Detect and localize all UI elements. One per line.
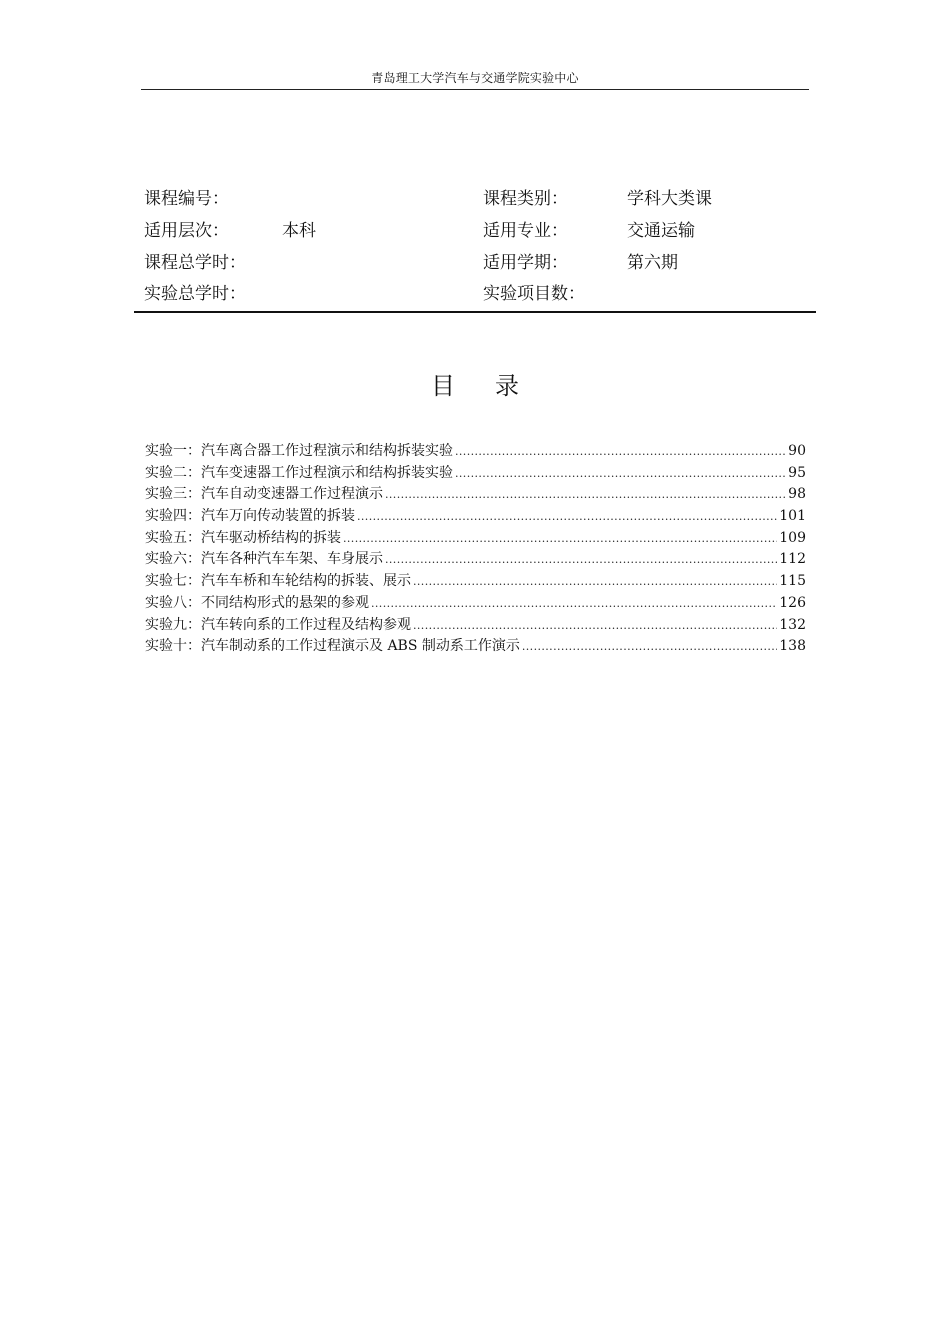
toc-entry-text: 实验八：不同结构形式的悬架的参观 xyxy=(145,594,369,611)
toc-entry-text: 实验九：汽车转向系的工作过程及结构参观 xyxy=(145,616,411,633)
toc-entry-page: 138 xyxy=(779,638,806,655)
header-title: 青岛理工大学汽车与交通学院实验中心 xyxy=(371,71,579,85)
toc-entry-page: 95 xyxy=(788,464,806,481)
semester-label: 适用学期： xyxy=(483,253,568,273)
toc-entry-page: 126 xyxy=(779,594,806,611)
toc-title: 目录 xyxy=(431,372,559,400)
course-info-row xyxy=(134,279,816,309)
toc-entry[interactable] xyxy=(145,441,806,463)
toc-entry[interactable] xyxy=(145,636,806,658)
toc-entry-page: 109 xyxy=(779,529,806,546)
course-number-label: 课程编号： xyxy=(144,189,229,209)
level-label: 适用层次： xyxy=(144,221,229,241)
lab-count-label: 实验项目数： xyxy=(483,284,585,304)
toc-entry-page: 98 xyxy=(788,486,806,503)
level-value: 本科 xyxy=(282,221,316,241)
toc-dot-leader xyxy=(357,506,777,528)
toc-entry[interactable] xyxy=(145,463,806,485)
major-label: 适用专业： xyxy=(483,221,568,241)
toc-entry[interactable] xyxy=(145,549,806,571)
toc-dot-leader xyxy=(413,615,777,637)
toc-entry-text: 实验六：汽车各种汽车车架、车身展示 xyxy=(145,551,383,568)
toc-entry[interactable] xyxy=(145,484,806,506)
toc-dot-leader xyxy=(385,549,777,571)
toc-entry-text: 实验七：汽车车桥和车轮结构的拆装、展示 xyxy=(145,573,411,590)
toc-dot-leader xyxy=(455,441,786,463)
semester-value: 第六期 xyxy=(627,253,678,273)
major-value: 交通运输 xyxy=(627,221,695,241)
toc-entry[interactable] xyxy=(145,528,806,550)
toc-entry-text: 实验四：汽车万向传动装置的拆装 xyxy=(145,508,355,525)
toc-entry-page: 112 xyxy=(779,551,806,568)
course-info-row xyxy=(134,248,816,278)
toc-entry-text: 实验一：汽车离合器工作过程演示和结构拆装实验 xyxy=(145,443,453,459)
lab-hours-label: 实验总学时： xyxy=(144,284,246,304)
toc-dot-leader xyxy=(371,593,777,615)
toc-entry-text: 实验五：汽车驱动桥结构的拆装 xyxy=(145,529,341,546)
toc-dot-leader xyxy=(455,463,786,485)
toc-entry-text: 实验十：汽车制动系的工作过程演示及 ABS 制动系工作演示 xyxy=(145,638,520,655)
toc-entry-page: 115 xyxy=(779,573,806,590)
toc-entry[interactable] xyxy=(145,571,806,593)
toc-entry-page: 101 xyxy=(779,508,806,525)
toc-entry[interactable] xyxy=(145,593,806,615)
course-info-row xyxy=(134,184,816,214)
toc-dot-leader xyxy=(385,484,786,506)
toc-entry-page: 90 xyxy=(788,443,806,459)
toc-dot-leader xyxy=(522,636,777,658)
page-header xyxy=(141,68,809,90)
toc-entry-text: 实验三：汽车自动变速器工作过程演示 xyxy=(145,486,383,503)
toc-entry-page: 132 xyxy=(779,616,806,633)
toc-entry-text: 实验二：汽车变速器工作过程演示和结构拆装实验 xyxy=(145,464,453,481)
toc-entry[interactable] xyxy=(145,506,806,528)
toc-dot-leader xyxy=(343,528,777,550)
table-of-contents xyxy=(145,441,806,658)
toc-dot-leader xyxy=(413,571,777,593)
toc-entry[interactable] xyxy=(145,615,806,637)
course-category-value: 学科大类课 xyxy=(627,189,712,209)
course-category-label: 课程类别： xyxy=(483,189,568,209)
total-hours-label: 课程总学时： xyxy=(144,253,246,273)
course-info-row xyxy=(134,216,816,246)
course-info-block xyxy=(134,183,816,313)
